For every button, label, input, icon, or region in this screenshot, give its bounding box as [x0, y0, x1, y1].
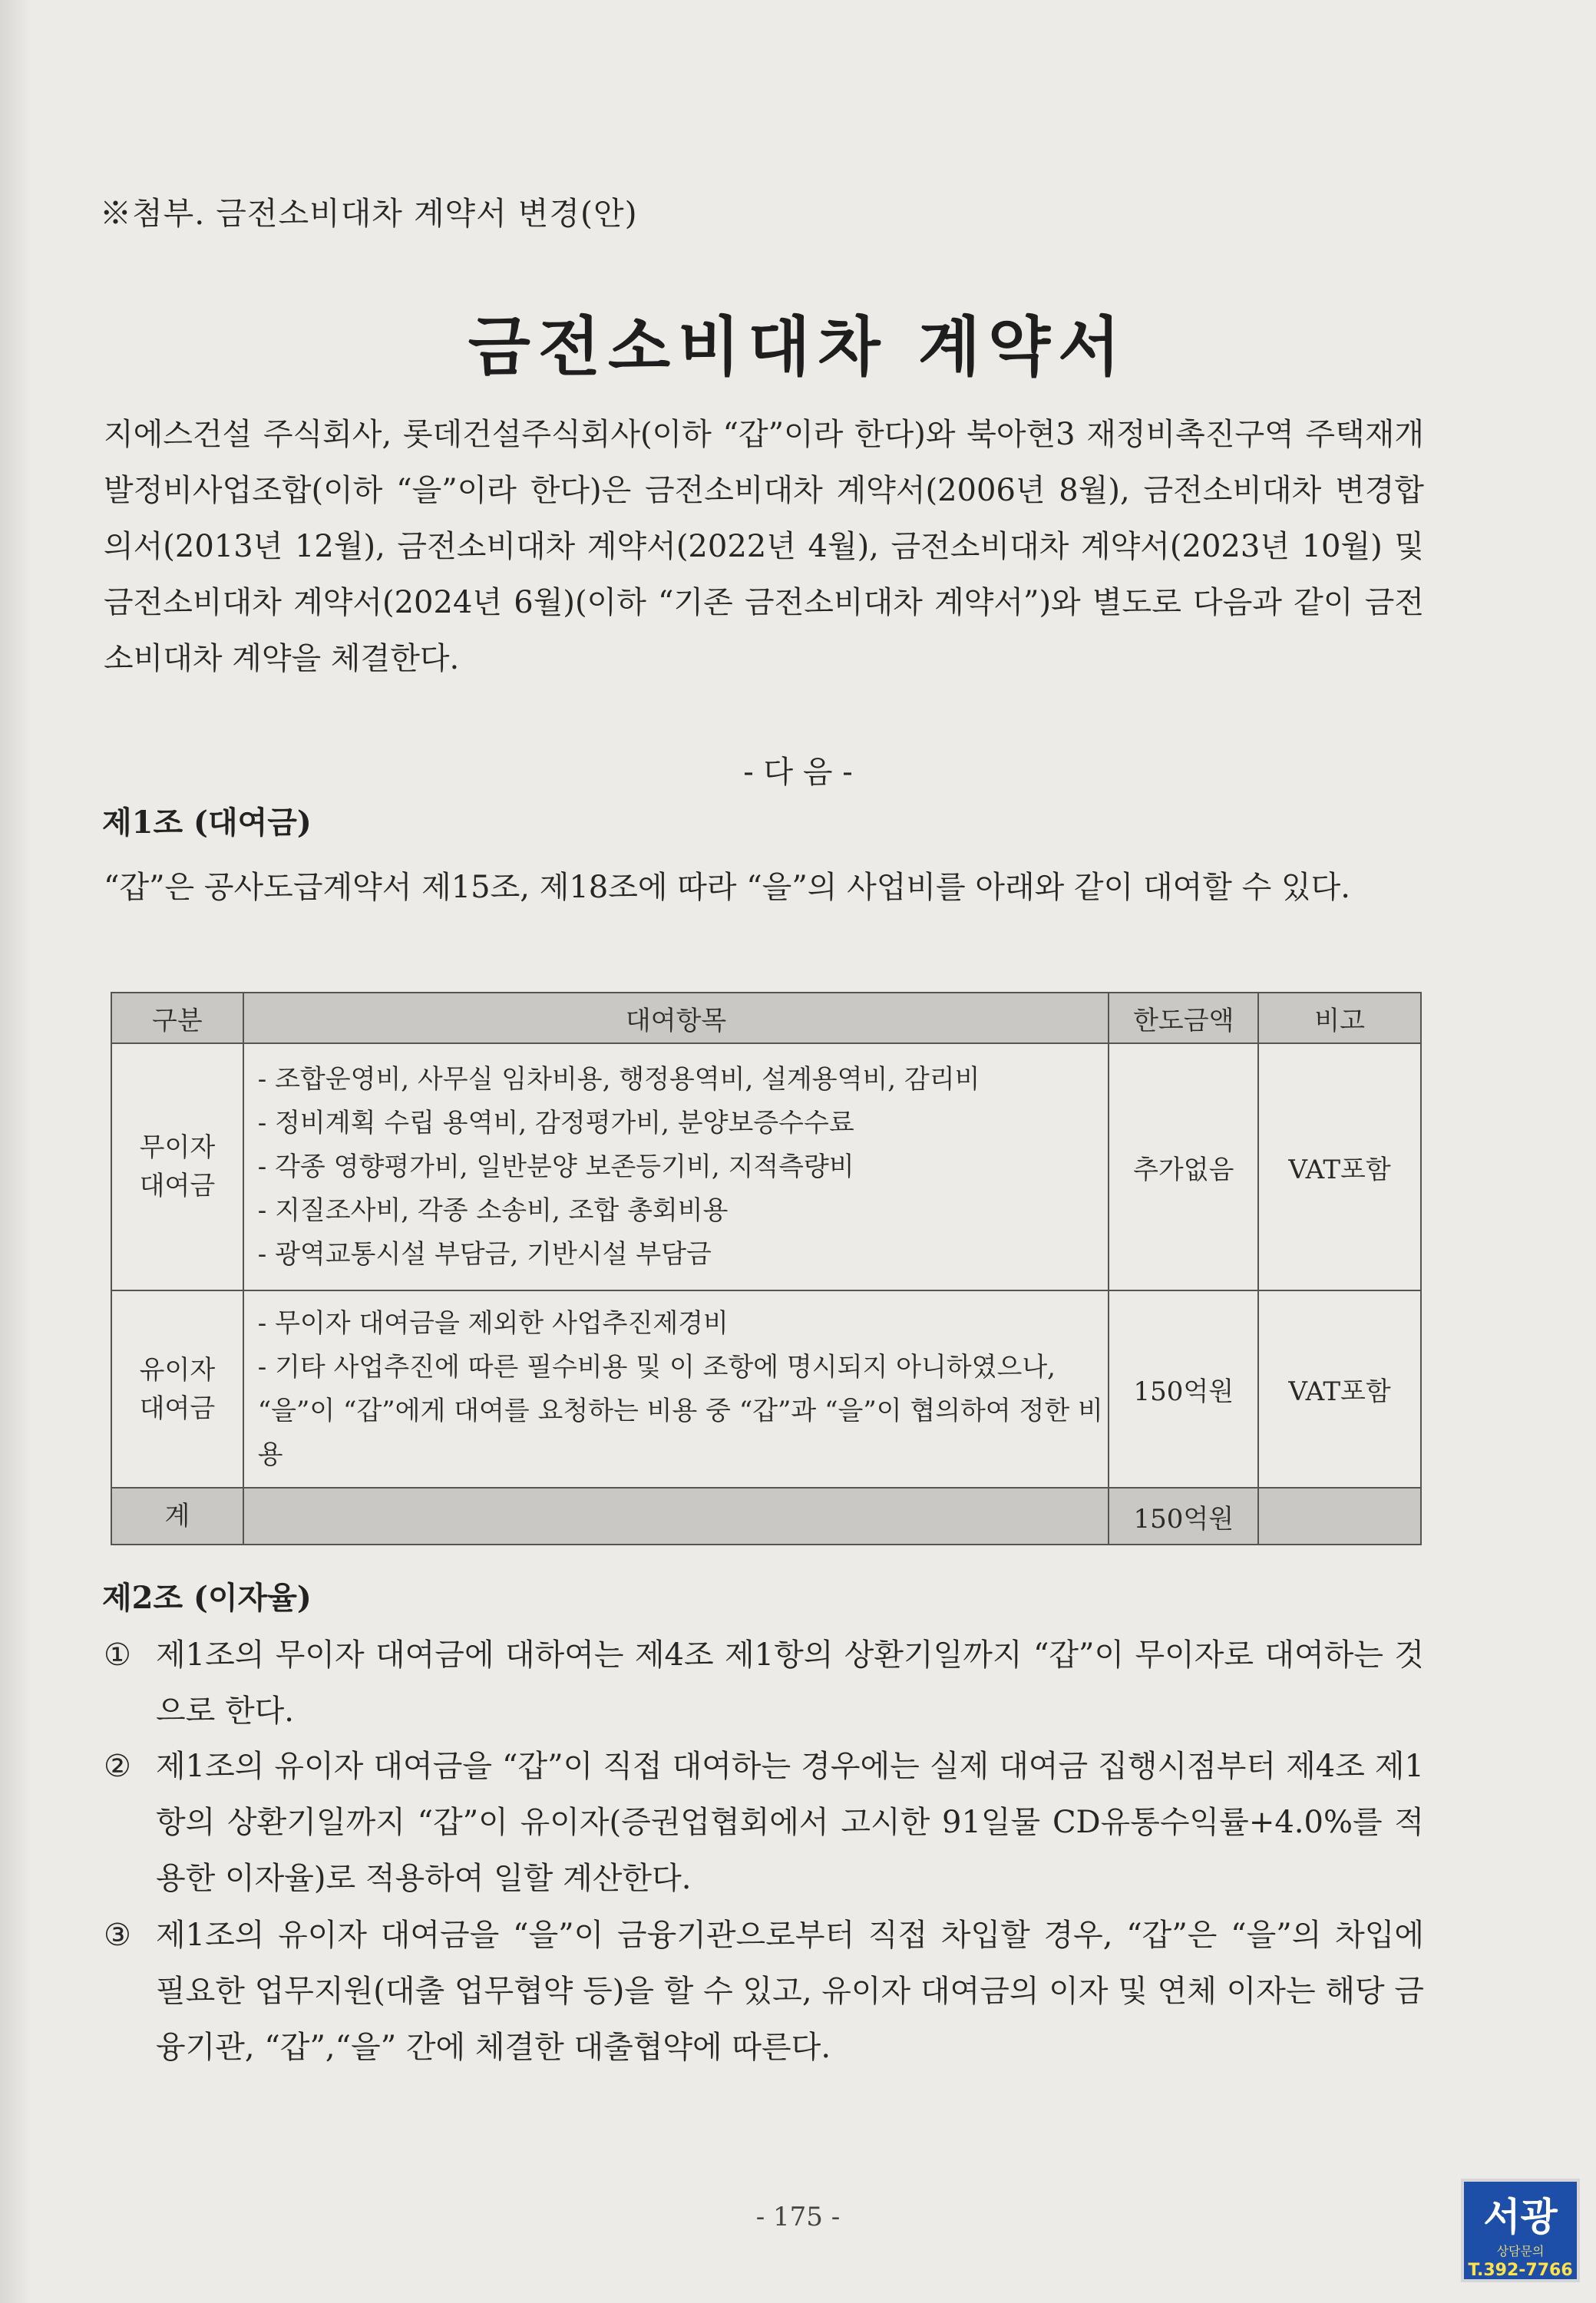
article2-heading: 제2조 (이자율)	[102, 1580, 312, 1616]
total-label: 계	[111, 1488, 243, 1545]
item-line: - 각종 영향평가비, 일반분양 보존등기비, 지적측량비	[257, 1151, 854, 1182]
category-line: 대여금	[139, 1171, 216, 1201]
paragraph-text: 제1조의 유이자 대여금을 “을”이 금융기관으로부터 직접 차입할 경우, “갑”은 “을”의 차입에 필요한 업무지원(대출 업무협약 등)을 할 수 있고, 유이자 대여금의 이자 및 연체 이자는 해당 금융기관, “갑”,“을” 간에 체결한 대출협약에 따른다.	[156, 1918, 1424, 2065]
article1-text: “갑”은 공사도급계약서 제15조, 제18조에 따라 “을”의 사업비를 아래와 같이 대여할 수 있다.	[104, 870, 1351, 905]
stamp-subtitle: 상담문의	[1496, 2244, 1545, 2258]
loan-table	[111, 992, 1422, 1545]
item-line: - 조합운영비, 사무실 임차비용, 행정용역비, 설계용역비, 감리비	[257, 1063, 980, 1095]
row-items	[243, 1290, 1109, 1488]
category-line: 대여금	[139, 1393, 216, 1424]
item-line: - 기타 사업추진에 따른 필수비용 및 이 조항에 명시되지 아니하였으나,	[257, 1351, 1056, 1383]
total-items	[243, 1488, 1109, 1545]
header-category: 구분	[111, 993, 243, 1043]
total-amount: 150억원	[1109, 1488, 1258, 1545]
header-amount: 한도금액	[1109, 993, 1258, 1043]
item-line: - 무이자 대여금을 제외한 사업추진제경비	[257, 1307, 729, 1339]
paragraph-mark: ②	[104, 1749, 131, 1784]
attachment-heading: ※첨부. 금전소비대차 계약서 변경(안)	[100, 195, 638, 232]
table-row	[111, 1290, 1421, 1488]
table-row	[111, 1043, 1421, 1290]
seokwang-stamp-logo	[1461, 2179, 1580, 2282]
next-label: - 다 음 -	[743, 755, 853, 790]
stamp-name: 서광	[1483, 2195, 1558, 2239]
item-line: “을”이 “갑”에게 대여를 요청하는 비용 중 “갑”과 “을”이 협의하여 정한 비용	[257, 1395, 1103, 1470]
row-note: VAT포함	[1258, 1043, 1421, 1290]
document-title: 금전소비대차 계약서	[468, 309, 1128, 385]
paragraph-mark: ③	[104, 1918, 131, 1953]
article2-paragraph	[104, 1908, 1424, 2076]
item-line: - 지질조사비, 각종 소송비, 조합 총회비용	[257, 1194, 729, 1226]
row-amount: 150억원	[1109, 1290, 1258, 1488]
header-items: 대여항목	[243, 993, 1109, 1043]
category-line: 유이자	[139, 1354, 216, 1386]
total-note	[1258, 1488, 1421, 1545]
article1-heading: 제1조 (대여금)	[102, 805, 312, 841]
row-category	[111, 1043, 243, 1290]
category-line: 무이자	[139, 1132, 216, 1163]
row-amount: 추가없음	[1109, 1043, 1258, 1290]
paragraph-mark: ①	[104, 1637, 131, 1673]
paragraph-text: 제1조의 무이자 대여금에 대하여는 제4조 제1항의 상환기일까지 “갑”이 무이자로 대여하는 것으로 한다.	[156, 1637, 1424, 1729]
header-note: 비고	[1258, 993, 1421, 1043]
page-number: - 175 -	[755, 2202, 841, 2232]
article2-paragraph	[104, 1627, 1424, 1740]
table-header-row	[111, 993, 1421, 1043]
row-note: VAT포함	[1258, 1290, 1421, 1488]
row-category	[111, 1290, 243, 1488]
table-total-row	[111, 1488, 1421, 1545]
intro-paragraph: 지에스건설 주식회사, 롯데건설주식회사(이하 “갑”이라 한다)와 북아현3 재정비촉진구역 주택재개발정비사업조합(이하 “을”이라 한다)은 금전소비대차 계약서(2006년 8월), 금전소비대차 변경합의서(2013년 12월), 금전소비대차 계약서(2022년 4월), 금전소비대차 계약서(2023년 10월) 및 금전소비대차 계약서(2024년 6월)(이하 “기존 금전소비대차 계약서”)와 별도로 다음과 같이 금전소비대차 계약을 체결한다.	[104, 417, 1424, 676]
stamp-phone: T.392-7766	[1468, 2261, 1573, 2280]
item-line: - 광역교통시설 부담금, 기반시설 부담금	[257, 1238, 712, 1270]
article2-paragraph	[104, 1739, 1424, 1907]
item-line: - 정비계획 수립 용역비, 감정평가비, 분양보증수수료	[257, 1107, 854, 1138]
row-items	[243, 1043, 1109, 1290]
paragraph-text: 제1조의 유이자 대여금을 “갑”이 직접 대여하는 경우에는 실제 대여금 집행시점부터 제4조 제1항의 상환기일까지 “갑”이 유이자(증권업협회에서 고시한 91일물 CD유통수익률+4.0%를 적용한 이자율)로 적용하여 일할 계산한다.	[156, 1749, 1424, 1896]
